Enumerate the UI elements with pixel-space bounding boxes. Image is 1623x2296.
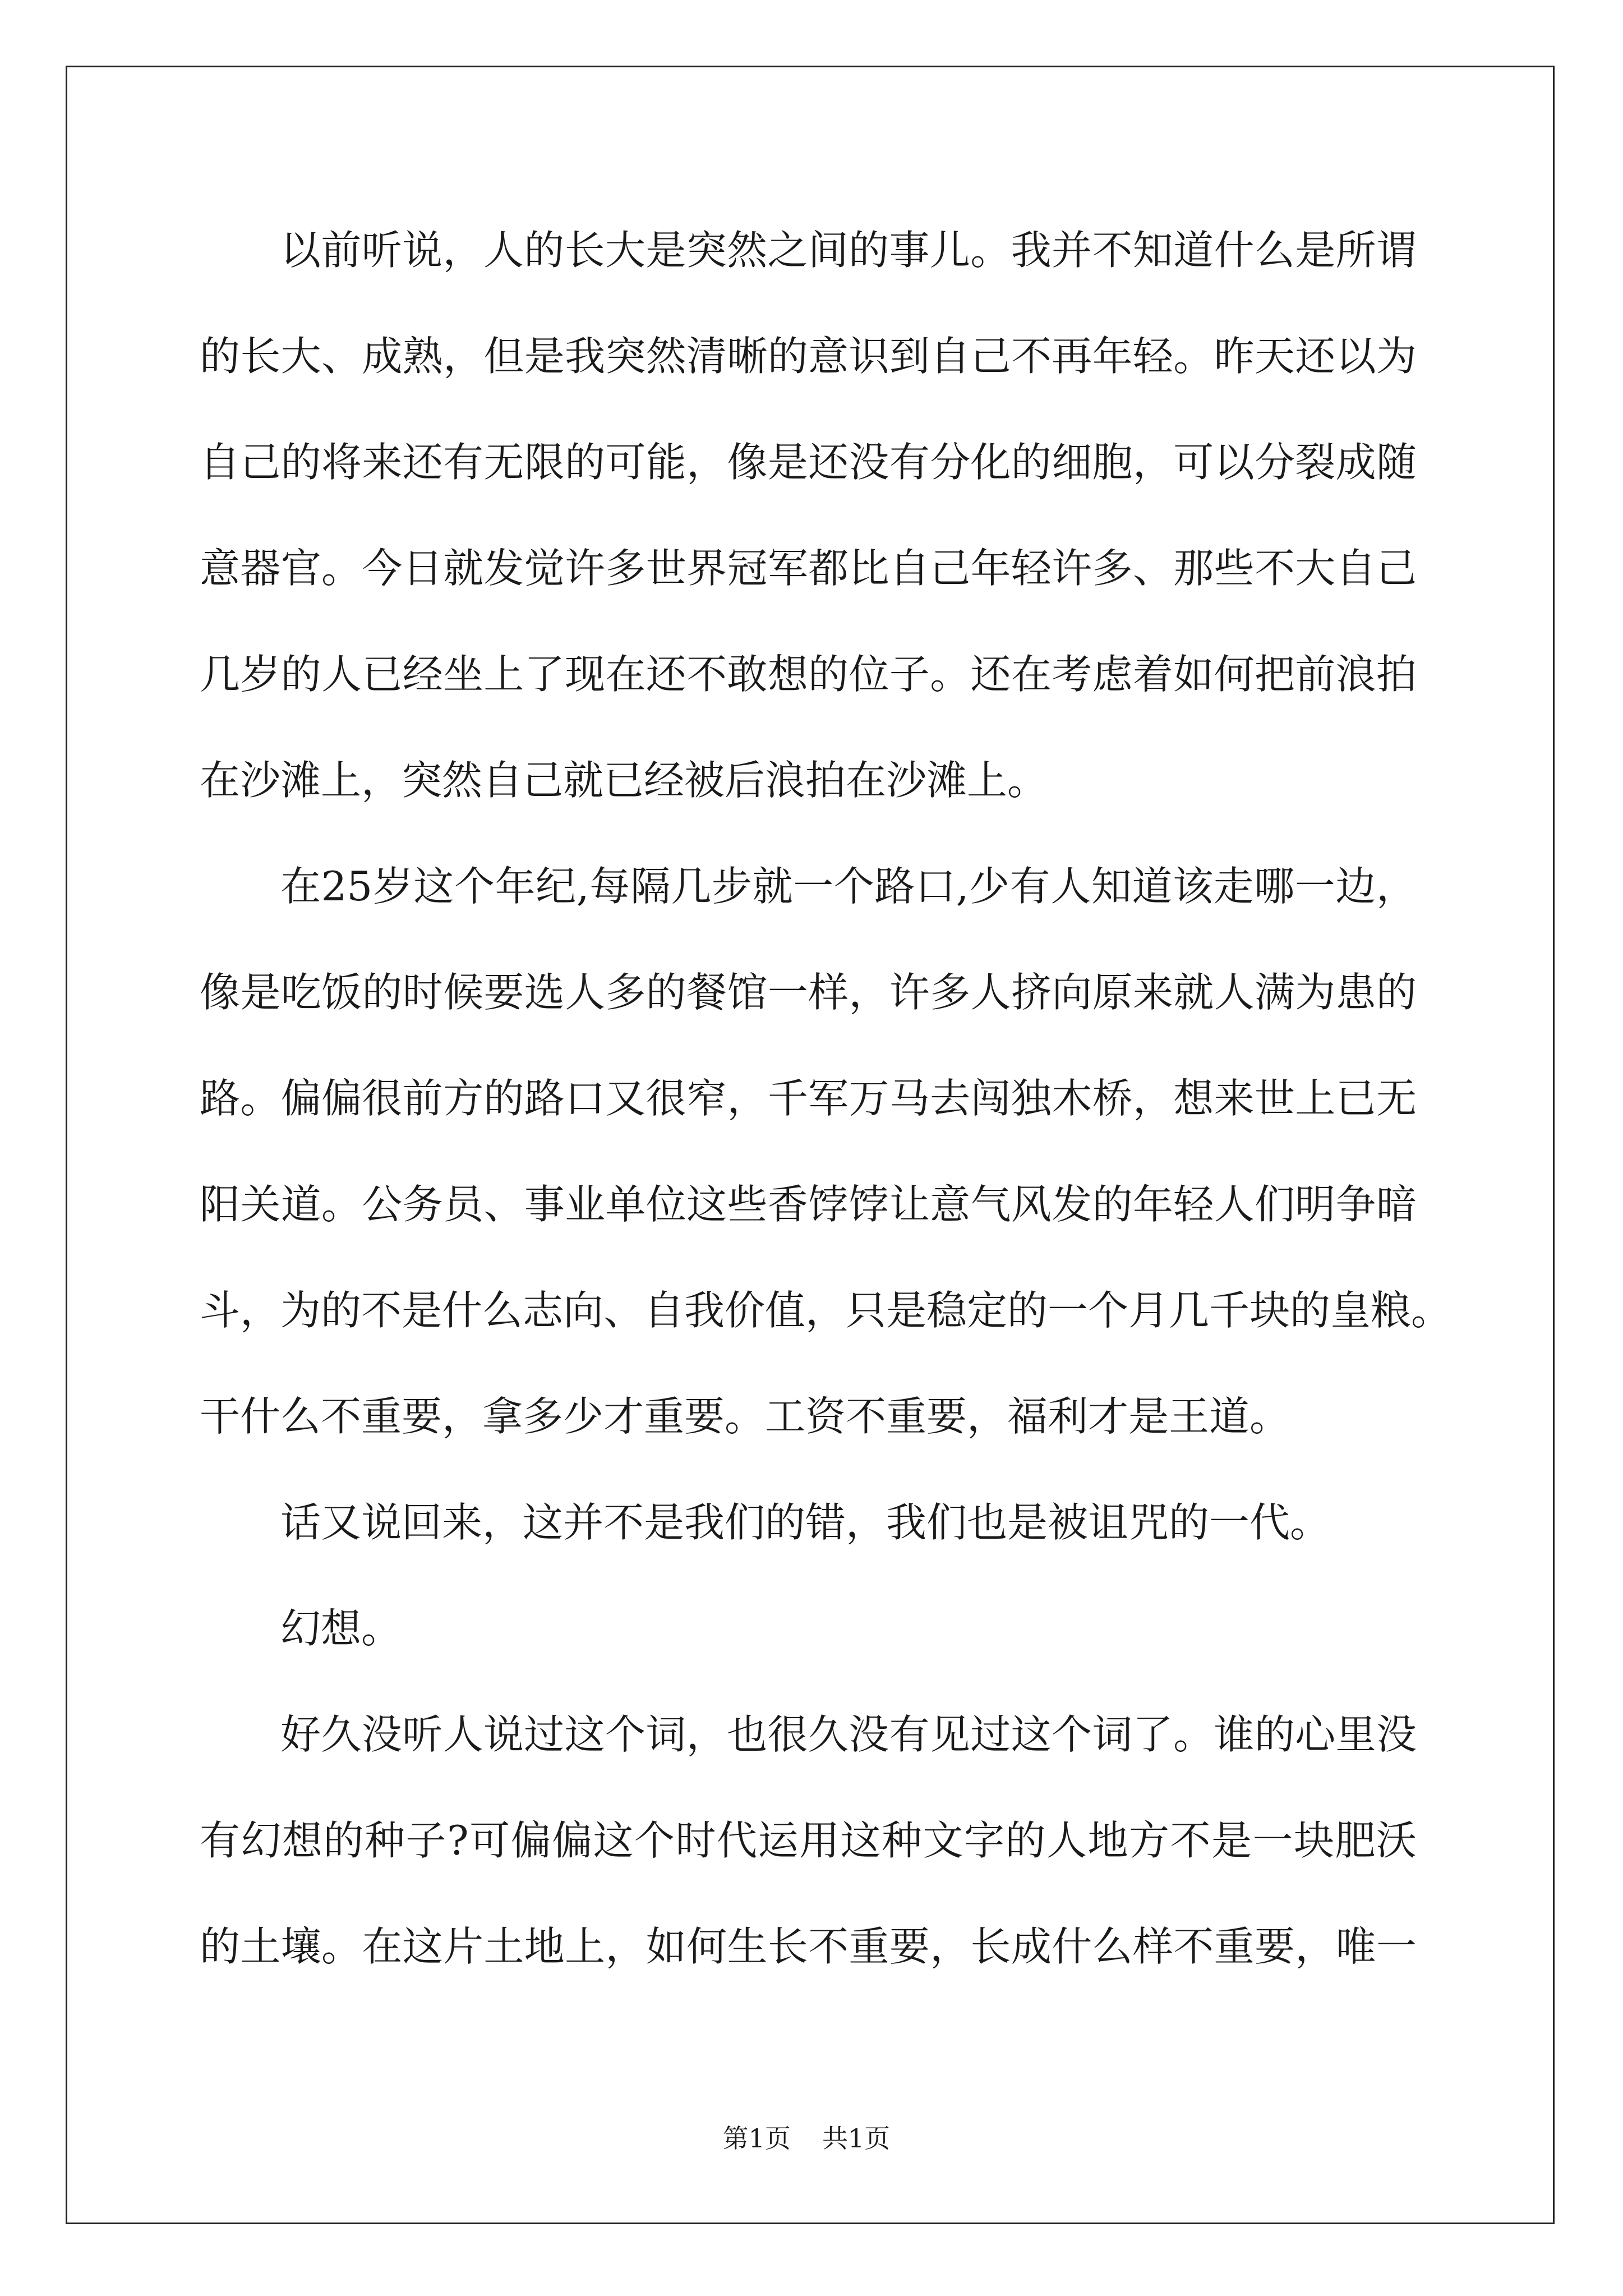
paragraph-line: 话又说回来，这并不是我们的错，我们也是被诅咒的一代。 xyxy=(280,1499,1331,1546)
paragraph xyxy=(200,1470,1417,1576)
paragraph-line: 有幻想的种子?可偏偏这个时代运用这种文字的人地方不是一块肥沃 xyxy=(200,1817,1417,1864)
paragraph xyxy=(200,1682,1417,2000)
paragraph-line: 像是吃饭的时候要选人多的餐馆一样，许多人挤向原来就人满为患的 xyxy=(200,969,1417,1016)
paragraph-line: 意器官。今日就发觉许多世界冠军都比自己年轻许多、那些不大自己 xyxy=(200,545,1417,592)
document-body xyxy=(200,197,1452,2000)
page-footer xyxy=(0,2122,1613,2155)
paragraph-line: 自己的将来还有无限的可能，像是还没有分化的细胞，可以分裂成随 xyxy=(200,439,1417,486)
paragraph-line: 干什么不重要，拿多少才重要。工资不重要，福利才是王道。 xyxy=(200,1393,1290,1440)
paragraph xyxy=(200,197,1417,834)
paragraph-line: 的长大、成熟，但是我突然清晰的意识到自己不再年轻。昨天还以为 xyxy=(200,333,1417,380)
paragraph-line: 幻想。 xyxy=(280,1605,402,1652)
paragraph-line: 斗，为的不是什么志向、自我价值，只是稳定的一个月几千块的皇粮。 xyxy=(200,1287,1452,1334)
paragraph-line: 以前听说，人的长大是突然之间的事儿。我并不知道什么是所谓 xyxy=(280,227,1417,274)
paragraph-line: 在25岁这个年纪,每隔几步就一个路口,少有人知道该走哪一边， xyxy=(280,863,1417,910)
paragraph-line: 好久没听人说过这个词，也很久没有见过这个词了。谁的心里没 xyxy=(280,1711,1417,1758)
paragraph-line: 几岁的人已经坐上了现在还不敢想的位子。还在考虑着如何把前浪拍 xyxy=(200,651,1417,698)
paragraph xyxy=(200,834,1452,1470)
paragraph xyxy=(200,1576,1417,1682)
paragraph-line: 的土壤。在这片土地上，如何生长不重要，长成什么样不重要，唯一 xyxy=(200,1923,1417,1970)
page-total: 共1页 xyxy=(822,2123,891,2154)
paragraph-line: 阳关道。公务员、事业单位这些香饽饽让意气风发的年轻人们明争暗 xyxy=(200,1181,1417,1228)
paragraph-line: 在沙滩上，突然自己就已经被后浪拍在沙滩上。 xyxy=(200,757,1048,804)
page-number: 第1页 xyxy=(722,2123,791,2154)
paragraph-line: 路。偏偏很前方的路口又很窄，千军万马去闯独木桥，想来世上已无 xyxy=(200,1075,1417,1122)
